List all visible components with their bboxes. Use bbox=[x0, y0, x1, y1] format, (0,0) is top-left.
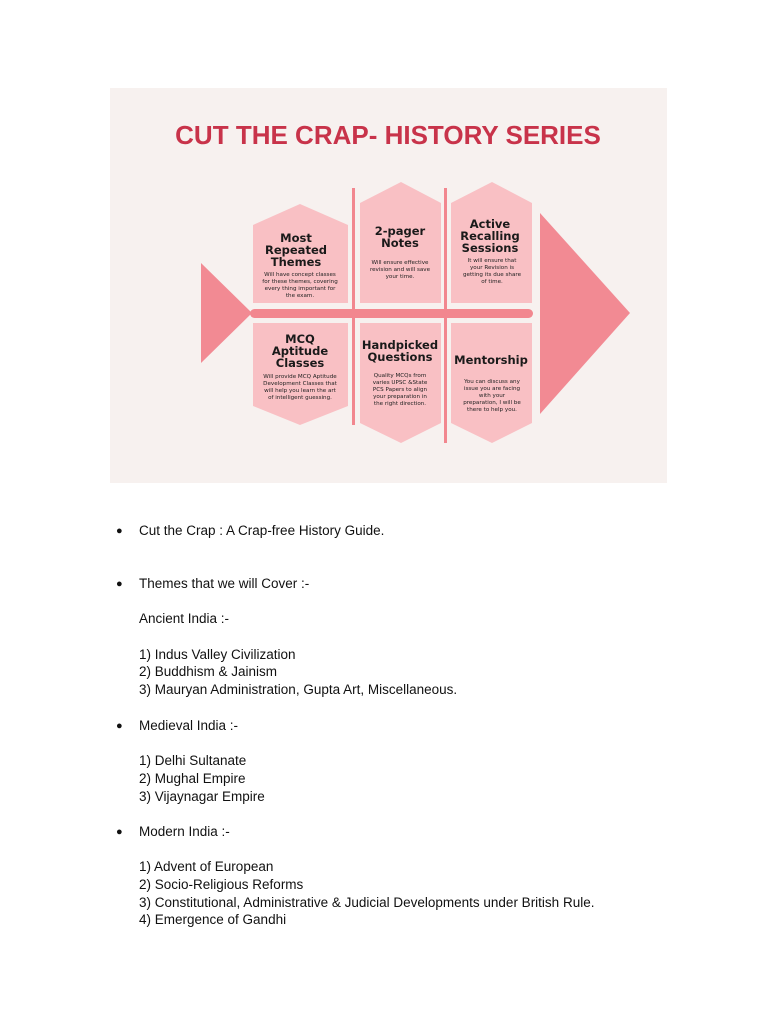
bullet-icon: ● bbox=[116, 826, 123, 838]
fishbone-diagram bbox=[110, 88, 667, 483]
list-item: 3) Constitutional, Administrative & Judicial Developments under British Rule. bbox=[139, 895, 595, 910]
svg-text:there to help you.: there to help you. bbox=[467, 407, 517, 413]
list-item: 1) Indus Valley Civilization bbox=[139, 647, 296, 662]
svg-text:issue you are facing: issue you are facing bbox=[463, 386, 521, 392]
svg-text:every thing important for: every thing important for bbox=[264, 286, 336, 292]
svg-text:of time.: of time. bbox=[481, 279, 503, 285]
svg-text:MCQ: MCQ bbox=[285, 332, 315, 346]
svg-text:Development Classes that: Development Classes that bbox=[263, 381, 337, 387]
themes-heading: Themes that we will Cover :- bbox=[139, 576, 310, 591]
svg-text:of intelligent guessing.: of intelligent guessing. bbox=[268, 395, 332, 401]
bullet-icon: ● bbox=[116, 578, 123, 590]
bullet-icon: ● bbox=[116, 720, 123, 732]
svg-text:Aptitude: Aptitude bbox=[271, 344, 329, 358]
svg-text:will help you learn the art: will help you learn the art bbox=[264, 388, 336, 394]
svg-text:the right direction.: the right direction. bbox=[373, 401, 427, 407]
list-item: 3) Vijaynagar Empire bbox=[139, 789, 265, 804]
list-item: 3) Mauryan Administration, Gupta Art, Miscellaneous. bbox=[139, 682, 458, 697]
svg-text:the exam.: the exam. bbox=[285, 293, 315, 299]
svg-text:It will ensure that: It will ensure that bbox=[467, 258, 517, 264]
svg-text:Questions: Questions bbox=[367, 350, 433, 364]
svg-text:Will provide MCQ Aptitude: Will provide MCQ Aptitude bbox=[263, 374, 337, 380]
svg-text:Repeated: Repeated bbox=[265, 243, 327, 257]
list-item: 2) Buddhism & Jainism bbox=[139, 664, 278, 679]
svg-text:PCS Papers to align: PCS Papers to align bbox=[372, 387, 428, 393]
svg-text:preparation, I will be: preparation, I will be bbox=[463, 400, 521, 406]
svg-text:your time.: your time. bbox=[385, 274, 415, 280]
svg-text:2-pager: 2-pager bbox=[374, 224, 426, 238]
svg-text:for these themes, covering: for these themes, covering bbox=[262, 279, 338, 285]
intro-line: Cut the Crap : A Crap-free History Guide. bbox=[139, 523, 385, 538]
svg-text:Notes: Notes bbox=[381, 236, 419, 250]
list-item: 2) Mughal Empire bbox=[139, 771, 246, 786]
svg-text:Recalling: Recalling bbox=[460, 229, 520, 243]
list-item: 1) Advent of European bbox=[139, 859, 274, 874]
list-item: 2) Socio-Religious Reforms bbox=[139, 877, 304, 892]
svg-text:Handpicked: Handpicked bbox=[361, 338, 439, 352]
svg-text:Will have concept classes: Will have concept classes bbox=[264, 272, 336, 278]
list-item: 1) Delhi Sultanate bbox=[139, 753, 247, 768]
svg-text:Most: Most bbox=[280, 231, 312, 245]
svg-text:varies UPSC &State: varies UPSC &State bbox=[372, 380, 428, 386]
fish-head bbox=[540, 213, 630, 414]
ancient-heading: Ancient India :- bbox=[139, 611, 230, 626]
rib-line bbox=[352, 188, 355, 425]
fish-tail bbox=[201, 263, 252, 363]
svg-text:Mentorship: Mentorship bbox=[454, 353, 528, 367]
svg-text:Quality MCQs from: Quality MCQs from bbox=[373, 373, 427, 379]
svg-text:revision and will save: revision and will save bbox=[369, 267, 431, 273]
svg-text:Active: Active bbox=[469, 217, 511, 231]
rib-line bbox=[444, 188, 447, 443]
svg-text:Classes: Classes bbox=[275, 356, 325, 370]
bullet-icon: ● bbox=[116, 525, 123, 537]
list-item: 4) Emergence of Gandhi bbox=[139, 912, 287, 927]
svg-text:your preparation in: your preparation in bbox=[373, 394, 427, 400]
svg-text:Sessions: Sessions bbox=[461, 241, 519, 255]
medieval-heading: Medieval India :- bbox=[139, 718, 239, 733]
svg-text:with your: with your bbox=[478, 393, 506, 399]
svg-text:your Revision is: your Revision is bbox=[470, 265, 514, 271]
svg-text:Will ensure effective: Will ensure effective bbox=[371, 260, 429, 266]
svg-text:Themes: Themes bbox=[270, 255, 322, 269]
card-6-text bbox=[454, 353, 528, 413]
fish-spine bbox=[250, 309, 533, 318]
svg-text:getting its due share: getting its due share bbox=[462, 272, 522, 278]
infographic-banner bbox=[110, 88, 667, 483]
modern-heading: Modern India :- bbox=[139, 824, 230, 839]
svg-text:You can discuss any: You can discuss any bbox=[464, 379, 520, 385]
banner-title: CUT THE CRAP- HISTORY SERIES bbox=[175, 120, 601, 150]
